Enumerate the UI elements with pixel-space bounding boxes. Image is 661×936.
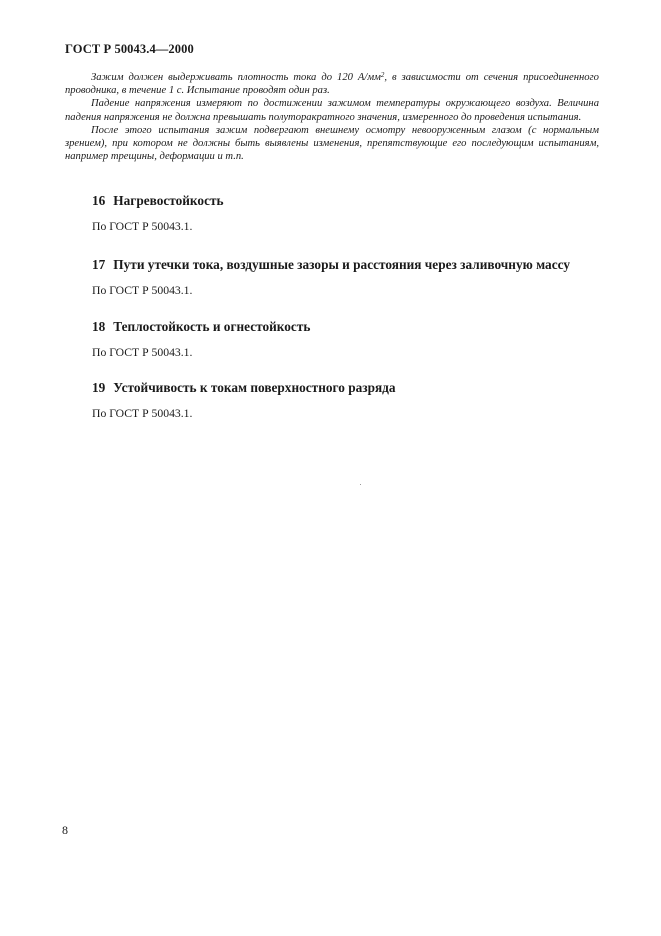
section-body: По ГОСТ Р 50043.1. [92,284,193,297]
section-title: Устойчивость к токам поверхностного разряда [113,380,396,395]
page-number: 8 [62,823,68,837]
section-heading [92,319,310,335]
section-number: 19 [92,380,106,395]
section-title: Теплостойкость и огнестойкость [113,319,311,334]
scan-speck [360,484,361,485]
note-paragraph-visual-inspection: После этого испытания зажим подвергают внешнему осмотру невооруженным глазом (с нормальным зрением), при котором не должны быть выявлены изменения, препятствующие его последующим испытаниям, например трещины, деформации и т.п. [65,124,599,163]
section-title: Пути утечки тока, воздушные зазоры и расстояния через заливочную массу [113,257,570,272]
section-19 [92,380,396,420]
section-heading [92,193,224,209]
test-notes [65,71,599,163]
section-18 [92,319,310,359]
section-16 [92,193,224,233]
section-body: По ГОСТ Р 50043.1. [92,346,193,359]
section-number: 18 [92,319,106,334]
section-number: 16 [92,193,106,208]
note-paragraph-current-density: Зажим должен выдерживать плотность тока до 120 $А/мм^2$, в зависимости от сечения присоединенного проводника, в течение 1 с. Испытание проводят один раз. [65,71,599,97]
section-body: По ГОСТ Р 50043.1. [92,407,193,420]
section-title: Нагревостойкость [113,193,224,208]
superscript-squared: 2 [380,71,385,79]
section-17 [92,257,570,297]
page-header-standard-code: ГОСТ Р 50043.4—2000 [65,42,194,56]
section-heading [92,257,570,273]
note-paragraph-voltage-drop: Падение напряжения измеряют по достижении зажимом температуры окружающего воздуха. Величина падения напряжения не должна превышать полуторакратного значения, измеренного до проведения испытания. [65,98,599,123]
section-number: 17 [92,257,106,272]
section-body: По ГОСТ Р 50043.1. [92,220,193,233]
section-heading [92,380,396,396]
